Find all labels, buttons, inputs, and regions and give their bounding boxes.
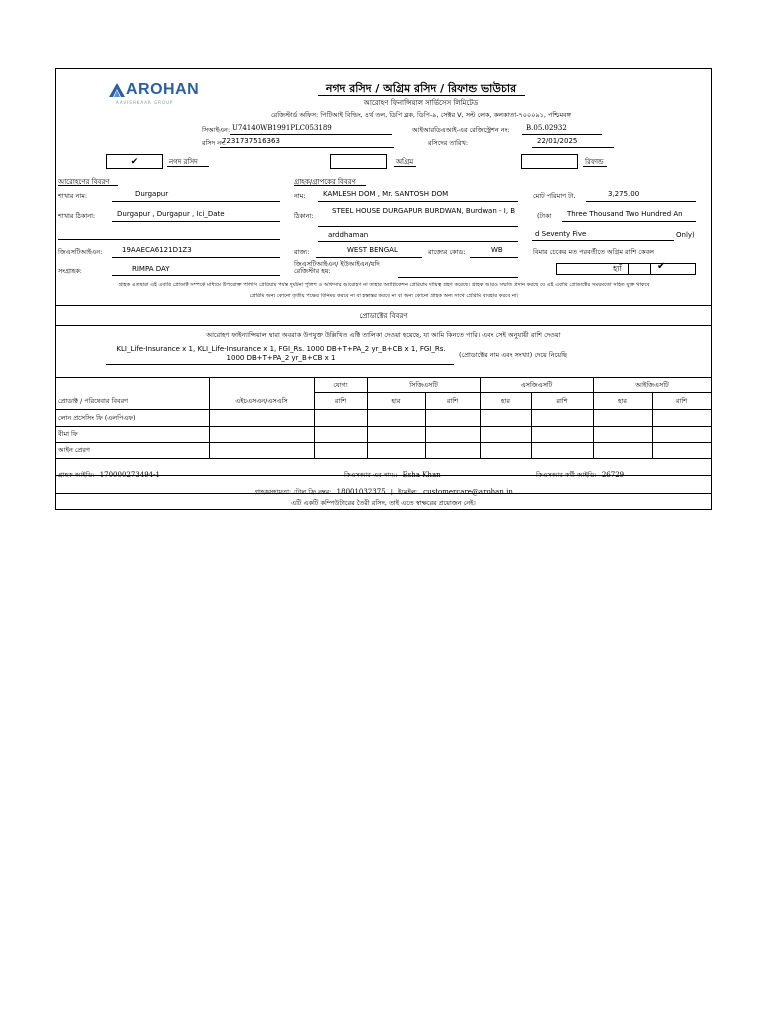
receipt-no-underline <box>220 147 394 148</box>
collector-label: সংগ্রাহক: <box>58 267 82 275</box>
col-taxable: যোগ্য <box>333 381 348 389</box>
email-link[interactable]: customercare@arohan.in <box>423 488 513 496</box>
col-cgst: সিজিএসটি <box>409 381 438 389</box>
customer-id-label: গ্রাহক আইডি: <box>58 471 95 479</box>
branch-name-value: Durgapur <box>135 190 169 198</box>
receipt-frame <box>55 68 712 510</box>
helpline-number[interactable]: 18001032375 <box>336 488 386 496</box>
col-description: প্রোডাক্ট / পরিষেবার বিবরণ <box>58 397 129 405</box>
receipt-date-underline <box>532 147 614 148</box>
total-amount-label: মোট পরিমাণ টা. <box>533 192 576 200</box>
employee-id-value: 26729 <box>601 471 625 479</box>
company-name: আরোহণ ফিনান্সিয়াল সার্ভিসেস লিমিটেড <box>363 99 479 107</box>
table-row: বীমা ফি <box>58 430 78 438</box>
irdai-label: আইআরডিএআই-এর রেজিস্ট্রেশন নং: <box>412 126 510 134</box>
branch-name-label: শাখার নাম: <box>58 192 88 200</box>
cash-receipt-checkbox[interactable]: ✔ <box>106 154 163 169</box>
divider-product-title <box>56 325 711 326</box>
refund-label-underline <box>583 166 607 167</box>
refund-checkbox[interactable] <box>521 154 578 169</box>
table-top-line <box>56 377 711 378</box>
table-row3-bottom <box>56 458 711 459</box>
customer-name-label: নাম: <box>294 192 306 200</box>
branch-extra-underline <box>58 239 280 240</box>
customer-address-line2: arddhaman <box>328 231 369 239</box>
computer-generated-note: এটি একটি কম্পিউটারের তৈরী রসিদ, তাই এতে স্বাক্ষরের প্রয়োজন নেই। <box>291 499 476 507</box>
cin-label: সিআইএন: <box>202 126 231 134</box>
customer-address-underline2 <box>318 241 518 242</box>
amount-words-underline2 <box>532 240 674 241</box>
igst-rate: হার <box>618 397 627 405</box>
yes-label[interactable]: হ্যাঁ <box>613 264 622 273</box>
state-label: রাজ্য: <box>294 248 310 256</box>
amount-words-line2: d Seventy Five <box>535 230 587 238</box>
total-amount-value: 3,275.00 <box>608 190 640 198</box>
advance-label-underline <box>394 166 416 167</box>
helpline-label: গ্রাহকসহায়তা: টোল ফ্রি নম্বর: <box>254 488 332 496</box>
cgst-rate: হার <box>391 397 401 405</box>
amount-words-line1: Three Thousand Two Hundred An <box>567 210 683 218</box>
customer-name-underline <box>318 201 518 202</box>
customer-address-underline1 <box>318 226 518 227</box>
arohan-logo-icon <box>109 83 125 97</box>
branch-name-underline <box>112 201 280 202</box>
product-list <box>106 345 456 363</box>
logo-name: AROHAN <box>126 81 200 98</box>
branch-gstin-underline <box>112 257 280 258</box>
sgst-amount: রাশি <box>556 397 568 405</box>
customer-address-line1: STEEL HOUSE DURGAPUR BURDWAN, Burdwan - I, B <box>332 207 516 215</box>
branch-address-underline <box>112 221 280 222</box>
receipt-no-label: রসিদ নং: <box>202 139 227 147</box>
receipt-no-value: 7231737516363 <box>222 137 280 145</box>
branch-gstin-label: জিএসটিআইএন: <box>58 248 103 256</box>
notice-line2: প্রেরিমি অন্য কোনো তৃতীয় পক্ষের বিনিময় করবে না বা হস্তান্তর করবে না বা অন্য কোনো গ্রাহক অন্য সাথে প্রেরিমি ব্যবহার করবে না। <box>249 293 519 299</box>
amount-words-label: (টাকা <box>537 212 552 220</box>
col-igst: আইজিএসটি <box>635 381 669 389</box>
collector-underline <box>112 275 280 276</box>
amount-words-suffix: Only) <box>676 231 695 239</box>
total-amount-underline <box>586 201 696 202</box>
logo-subtitle: AAVISHKAAR GROUP <box>116 100 174 105</box>
registered-office: রেজিস্টার্ড অফিস: পিটিআই বিল্ডিং, ৪র্থ তল, ডিপি ব্লক, ডিপি-৯, সেক্টর V, সল্ট লেক, কলকাতা-৭০০০৯১, পশ্চিমবঙ্গ <box>271 111 571 119</box>
state-code-value: WB <box>491 246 503 254</box>
customer-id-value: 170000273494-1 <box>99 471 160 479</box>
gstin-uin-label: জিএসটিআইএন/ ইউআইএন/যদি রেজিস্টার হয়: <box>294 260 380 275</box>
table-row: আইন প্রেরণ <box>58 446 90 454</box>
employee-name-value: Esha Khan <box>402 471 441 479</box>
employee-id-label: কিএসআর কর্মী আইডি: <box>536 471 597 479</box>
email-label: ইমেইল: <box>398 488 419 496</box>
irdai-underline <box>522 134 602 135</box>
sgst-rate: হার <box>501 397 510 405</box>
table-col-div-1 <box>209 377 210 458</box>
branch-address-value: Durgapur , Durgapur , Ici_Date <box>117 210 225 218</box>
footer-divider-2 <box>56 493 711 494</box>
adjust-divider-2 <box>650 263 651 275</box>
state-value: WEST BENGAL <box>347 246 398 254</box>
customer-section-label: গ্রাহক/গ্রাপকের বিবরণ <box>294 178 356 186</box>
branch-section-label: আরোহণের বিবরণ <box>58 178 110 186</box>
state-underline <box>316 257 422 258</box>
cash-label-underline <box>167 166 209 167</box>
product-list-suffix: (প্রোডাক্টের নাম এবং সংখ্যা) দেয়ে নিয়েছি <box>459 351 567 359</box>
cin-underline <box>230 134 392 135</box>
table-header-bottom <box>56 409 711 410</box>
no-checkmark[interactable]: ✔ <box>657 261 666 272</box>
advance-label: অগ্রিম <box>396 158 414 166</box>
table-row2-bottom <box>56 442 711 443</box>
adjust-question: বিমার চেকের মত পরবর্তীতে অগ্রিম রাশি কেবল <box>533 248 654 256</box>
collector-value: RIMPA DAY <box>132 265 170 273</box>
col-sgst: এসজিএসটি <box>520 381 553 389</box>
notice-line1: গ্রাহক এতদ্বারা এই এবারি প্রোডাক্ট সম্পর্কে মাধ্যমে উপরোক্ত পলিসি প্রেরিয়াম পর্যন্ত দুর্ঘটনা পুলিশ ও অফিসার আরোহণ না তাহার অ্যাপ্লিকেশন প্রেরিয়াম দায়িত্ব গ্রহণ করেছে। গ্রাহক আরও সম্মতি প্রদান করছে যে এই এবারি প্রোডাক্টের সময়মতো সহিত যুক্ত থাকবে <box>118 282 650 288</box>
branch-gstin-value: 19AAECA6121D1Z3 <box>122 246 192 254</box>
refund-label: রিফান্ড <box>585 158 604 166</box>
product-section-title: প্রোডাক্টের বিবরণ <box>359 312 408 320</box>
advance-checkbox[interactable] <box>330 154 387 169</box>
customer-address-label: ঠিকানা: <box>294 212 314 220</box>
product-list-underline <box>106 364 454 365</box>
employee-name-label: কিএসআর-এর নাম:: <box>344 471 398 479</box>
receipt-date-value: 22/01/2025 <box>537 137 578 145</box>
receipt-date-label: রসিদের তারিখ: <box>428 139 469 147</box>
helpline: গ্রাহকসহায়তা: টোল ফ্রি নম্বর: 18001032375 | ইমেইল: customercare@arohan.in <box>254 488 513 496</box>
table-row: লোন প্রসেসিং ফি (এলপিএফ) <box>58 414 136 422</box>
title-underline <box>318 95 525 96</box>
col-hsn: এইচএসএন/এসএসি <box>235 397 288 405</box>
voucher-title: নগদ রসিদ / অগ্রিম রসিদ / রিফান্ড ভাউচার <box>325 82 517 95</box>
branch-section-underline <box>58 185 118 186</box>
igst-amount: রাশি <box>675 397 688 405</box>
irdai-value: B.05.02932 <box>526 124 567 132</box>
branch-address-label: শাখার ঠিকানা: <box>58 212 96 220</box>
amount-words-underline1 <box>562 221 696 222</box>
state-code-underline <box>470 257 518 258</box>
cash-receipt-label: নগদ রসিদ <box>169 158 198 166</box>
product-list-line2: 1000 DB+T+PA_2 yr_B+CB x 1 <box>226 354 336 362</box>
product-statement: আরোহণ ফাইন্যান্সিয়াল দ্বারা অবরাক উপযুক্ত উল্লিখিত এক্টি তালিকা দেওয়া হয়েছে, যা আমি কিনতে পারি। এবং সেই অনুযায়ী রাশি দেওয়া <box>206 331 561 339</box>
adjust-option-box <box>556 263 696 275</box>
divider-product-top <box>56 305 711 306</box>
cin-value: U74140WB1991PLC053189 <box>232 124 332 132</box>
col-taxable-amount: রাশি <box>334 397 347 405</box>
cgst-amount: রাশি <box>446 397 459 405</box>
customer-name-value: KAMLESH DOM , Mr. SANTOSH DOM <box>323 190 449 198</box>
gstin-uin-underline <box>398 277 518 278</box>
footer-divider-1 <box>56 475 711 476</box>
table-row1-bottom <box>56 426 711 427</box>
customer-section-underline <box>294 185 366 186</box>
product-list-line1: KLI_Life-Insurance x 1, KLI_Life-Insurance x 1, FGI_Rs. 1000 DB+T+PA_2 yr_B+CB x 1, FGI_Rs. <box>116 345 446 353</box>
adjust-divider-1 <box>628 263 629 275</box>
state-code-label: রাজ্যের কোড: <box>428 248 466 256</box>
